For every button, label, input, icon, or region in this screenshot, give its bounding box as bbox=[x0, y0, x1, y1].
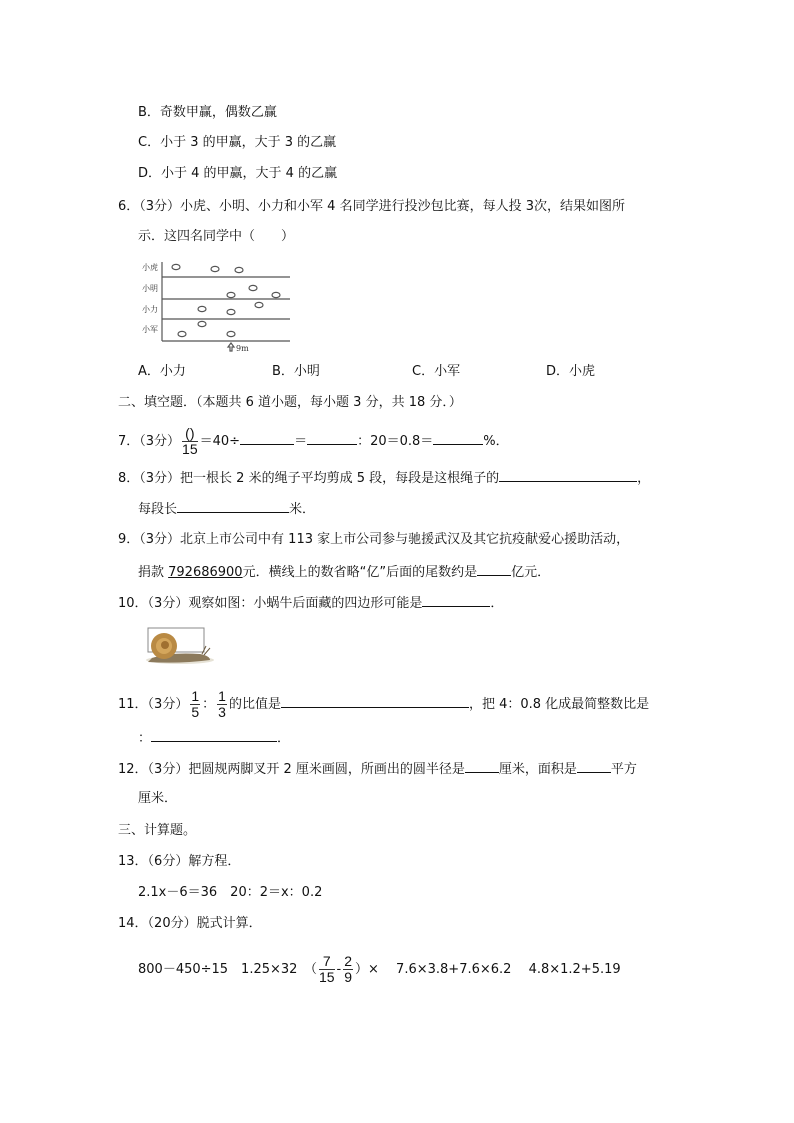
q11-text: ，把 4：0.8 化成最简整数比是 bbox=[468, 697, 650, 712]
q6-stem-line1: 6．（3分）小虎、小明、小力和小军 4 名同学进行投沙包比赛，每人投 3次，结果如图所 bbox=[118, 199, 625, 214]
q11-blank-2[interactable] bbox=[151, 728, 277, 742]
q13-title: 13．（6分）解方程． bbox=[118, 854, 241, 869]
chart-label-xiaojun: 小军 bbox=[142, 325, 158, 334]
q9-amount: 792686900 bbox=[168, 565, 243, 580]
q7-blank-2[interactable] bbox=[307, 431, 357, 445]
q6-option-b: B．小明 bbox=[272, 364, 320, 379]
q9-line2 bbox=[138, 562, 550, 582]
q5-option-c: C．小于 3 的甲赢，大于 3 的乙赢 bbox=[138, 135, 337, 150]
q8-text: ， bbox=[637, 471, 651, 486]
chart-label-xiaoming: 小明 bbox=[142, 284, 158, 293]
chart-label-xiaoli: 小力 bbox=[142, 305, 158, 314]
q14-fraction-2 bbox=[343, 954, 353, 985]
q12-text: 12．（3分）把圆规两脚叉开 2 厘米画圆，所画出的圆半径是 bbox=[118, 762, 465, 777]
q11-text: 11．（3分） bbox=[118, 697, 189, 712]
denominator: 15 bbox=[318, 969, 335, 985]
q10-text: ． bbox=[490, 596, 504, 611]
q9-line1: 9．（3分）北京上市公司中有 113 家上市公司参与驰援武汉及其它抗疫献爱心援助活动， bbox=[118, 532, 630, 547]
q11-blank-1[interactable] bbox=[281, 694, 469, 708]
section-3-heading: 三、计算题。 bbox=[118, 823, 197, 838]
q8-line1 bbox=[118, 468, 650, 488]
q7-fraction bbox=[182, 426, 198, 457]
q11-fraction-2 bbox=[217, 689, 227, 720]
q12-text: 厘米，面积是 bbox=[498, 762, 577, 777]
q12-text: 平方 bbox=[610, 762, 637, 777]
q7-prefix: 7．（3分） bbox=[118, 434, 181, 449]
q6-option-d: D．小虎 bbox=[546, 364, 596, 379]
q8-line2 bbox=[138, 499, 315, 519]
q9-text: 捐款 bbox=[138, 565, 169, 580]
q7-text: ：20＝0.8＝ bbox=[357, 434, 434, 449]
denominator: 3 bbox=[218, 704, 226, 720]
q9-text: 亿元． bbox=[511, 565, 551, 580]
q7-denominator: 15 bbox=[182, 441, 198, 457]
numerator: 2 bbox=[344, 953, 353, 969]
q8-text: 8．（3分）把一根长 2 米的绳子平均剪成 5 段，每段是这根绳子的 bbox=[118, 471, 500, 486]
q9-text: 元．横线上的数省略“亿”后面的尾数约是 bbox=[242, 565, 478, 580]
numerator: 7 bbox=[319, 954, 335, 970]
q6-option-a: A．小力 bbox=[138, 364, 186, 379]
q6-throw-chart bbox=[138, 255, 298, 355]
q8-blank-1[interactable] bbox=[499, 468, 637, 482]
q5-option-b: B．奇数甲赢，偶数乙赢 bbox=[138, 105, 277, 120]
q7-text: ＝40÷ bbox=[199, 434, 241, 449]
q7-text: ＝ bbox=[294, 434, 308, 449]
q7 bbox=[118, 426, 509, 457]
q11-line2 bbox=[138, 728, 290, 748]
numerator: 1 bbox=[218, 688, 226, 704]
q10-blank[interactable] bbox=[422, 593, 490, 607]
q7-numerator: () bbox=[182, 426, 198, 442]
q11-fraction-1 bbox=[190, 689, 200, 720]
q14-expressions bbox=[138, 954, 621, 985]
q5-option-d: D．小于 4 的甲赢，大于 4 的乙赢 bbox=[138, 166, 338, 181]
q11-text: ． bbox=[277, 731, 291, 746]
snail-image bbox=[140, 626, 216, 666]
q7-blank-1[interactable] bbox=[240, 431, 294, 445]
q12-blank-2[interactable] bbox=[577, 759, 611, 773]
q14-text: 800－450÷15 1.25×32 （ bbox=[138, 962, 317, 977]
q14-title: 14．（20分）脱式计算． bbox=[118, 916, 262, 931]
q11-line1 bbox=[118, 689, 649, 720]
q14-text: ）× 7.6×3.8+7.6×6.2 4.8×1.2+5.19 bbox=[355, 962, 621, 977]
q11-text: 的比值是 bbox=[228, 697, 281, 712]
denominator: 9 bbox=[344, 969, 353, 985]
chart-mark-9m: 9m bbox=[236, 344, 249, 353]
chart-label-xiaohu: 小虎 bbox=[142, 263, 158, 272]
q13-equations: 2.1x－6＝36 20：2＝x：0.2 bbox=[138, 885, 323, 900]
q14-fraction-1 bbox=[319, 954, 335, 985]
section-2-heading: 二、填空题．（本题共 6 道小题，每小题 3 分，共 18 分．） bbox=[118, 395, 462, 410]
q12-line1 bbox=[118, 759, 637, 779]
q8-text: 每段长 bbox=[138, 502, 178, 517]
q10 bbox=[118, 593, 503, 613]
q12-line2: 厘米． bbox=[138, 791, 178, 806]
q10-text: 10．（3分）观察如图：小蜗牛后面藏的四边形可能是 bbox=[118, 596, 423, 611]
denominator: 5 bbox=[191, 704, 200, 720]
q7-blank-3[interactable] bbox=[433, 431, 483, 445]
numerator: 1 bbox=[191, 688, 200, 704]
q12-blank-1[interactable] bbox=[465, 759, 499, 773]
q6-stem-line2: 示．这四名同学中（ ） bbox=[138, 229, 295, 244]
q6-option-c: C．小军 bbox=[412, 364, 461, 379]
q14-text: - bbox=[336, 962, 342, 977]
q7-text: %． bbox=[483, 434, 509, 449]
q8-blank-2[interactable] bbox=[177, 499, 289, 513]
q9-blank[interactable] bbox=[477, 562, 511, 576]
q11-text: ： bbox=[138, 731, 152, 746]
q8-text: 米． bbox=[289, 502, 316, 517]
q11-text: ： bbox=[202, 697, 216, 712]
